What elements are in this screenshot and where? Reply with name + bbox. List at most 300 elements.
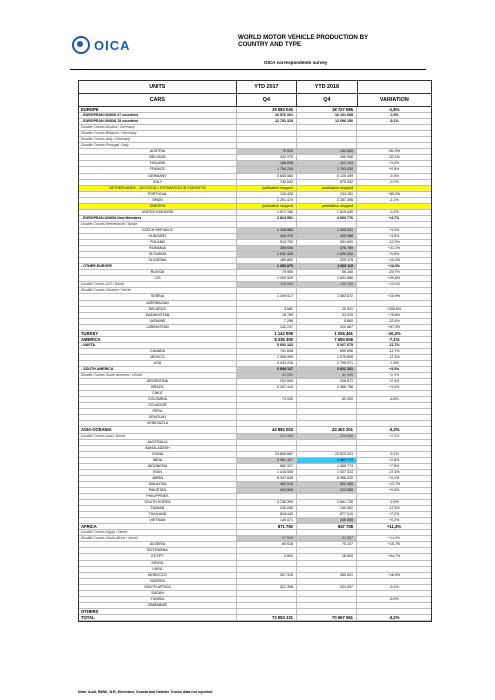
value-cell: 1 563 572	[297, 294, 357, 299]
variation-cell: -12,7%	[388, 348, 400, 353]
value-cell: 265 958	[297, 155, 357, 160]
variation-cell: -1,8%	[388, 107, 400, 112]
value-cell: publication stopped	[237, 204, 297, 209]
value-cell: 72 083 131	[237, 615, 297, 620]
row-label: UKRAINE	[79, 319, 237, 324]
value-cell: 655 896	[297, 349, 357, 354]
value-cell	[237, 143, 297, 148]
globe-icon	[72, 36, 90, 54]
value-cell: 5 660	[297, 319, 357, 324]
value-cell: 221 000	[237, 434, 297, 439]
variation-cell: +18,9%	[387, 572, 401, 577]
variation-cell: +11,3%	[386, 524, 402, 530]
row-label: CIS	[79, 276, 237, 281]
value-cell	[237, 579, 297, 584]
row-label: Double Counts Netherlands / Brazil	[79, 222, 237, 227]
value-cell: 33 015	[297, 313, 357, 318]
variation-cell	[357, 222, 431, 227]
variation-cell: +57,3%	[387, 324, 401, 329]
value-cell	[237, 561, 297, 566]
row-label: RUSSIA	[79, 270, 237, 275]
value-cell	[297, 125, 357, 130]
value-cell	[237, 530, 297, 535]
value-cell	[237, 548, 297, 553]
variation-cell: -17,5%	[388, 506, 400, 511]
value-cell: 8 358 220	[297, 476, 357, 481]
row-label: PAKISTAN	[79, 488, 237, 493]
value-cell	[297, 137, 357, 142]
value-cell	[297, 530, 357, 535]
title-line-2: COUNTRY AND TYPE	[238, 41, 302, 49]
row-label: - SOUTH AMERICA	[79, 367, 237, 372]
row-label: IRAN	[79, 470, 237, 475]
variation-cell: -11,7%	[388, 342, 400, 347]
page-subtitle: OICA correspondents survey	[264, 60, 328, 65]
header-cell	[358, 81, 431, 93]
row-label: SOUTH KOREA	[79, 500, 237, 505]
value-cell	[297, 222, 357, 227]
value-cell: 3 824 951	[237, 216, 297, 221]
value-cell: 5 645 584	[237, 174, 297, 179]
value-cell: 7 296	[237, 319, 297, 324]
row-label: ITALY	[79, 180, 237, 185]
value-cell	[237, 131, 297, 136]
value-cell: 44 892 003	[237, 427, 297, 432]
value-cell: 2 545 137	[237, 367, 297, 372]
value-cell	[237, 567, 297, 572]
variation-cell: +0,5%	[388, 167, 400, 172]
row-label: EUROPE	[79, 107, 237, 112]
variation-cell	[357, 204, 431, 209]
row-label: SPAIN	[79, 198, 237, 203]
row-label: ZIMBABWE	[79, 603, 237, 608]
footnote: Note: Audi, BMW, JLR, Mercedes, Scania and Daimler Trucks data not reported	[78, 690, 213, 694]
value-cell	[297, 591, 357, 596]
value-cell: 1 671 166	[237, 210, 297, 215]
value-cell: 321 358	[237, 585, 297, 590]
variation-cell	[357, 440, 431, 445]
value-cell: 42 000	[297, 373, 357, 378]
variation-cell	[357, 567, 431, 572]
table-body	[79, 107, 431, 621]
value-cell: 419 475	[237, 234, 297, 239]
value-cell: 31 007	[297, 536, 357, 541]
value-cell: 5 027 675	[297, 343, 357, 348]
row-label: OTHERS	[79, 609, 237, 614]
variation-cell	[357, 421, 431, 426]
variation-cell: +2,6%	[388, 457, 400, 462]
row-label: CHILE	[79, 391, 237, 396]
value-cell: 8 236 300	[237, 337, 297, 342]
row-label: KAZAKHSTAN	[79, 313, 237, 318]
value-cell: 189 852	[237, 258, 297, 263]
row-label: - OTHER EUROPE	[79, 264, 237, 269]
value-cell: 1 609 119	[297, 264, 357, 269]
row-label: MALAYSIA	[79, 482, 237, 487]
value-cell	[237, 301, 297, 306]
variation-cell	[357, 603, 431, 608]
value-cell: 1 754 200	[237, 167, 297, 172]
value-cell	[297, 415, 357, 420]
variation-cell: -9,7%	[389, 179, 399, 184]
value-cell: 1 575 808	[297, 355, 357, 360]
row-label: AFRICA	[79, 524, 237, 529]
value-cell: 12 096 150	[297, 119, 357, 124]
value-cell: 522 400	[297, 482, 357, 487]
value-cell: 139 200	[297, 282, 357, 287]
value-cell: 18 737 586	[297, 107, 357, 112]
row-label: EGYPT	[79, 554, 237, 559]
value-cell	[237, 597, 297, 602]
value-cell: 27 000	[237, 536, 297, 541]
value-cell: 430 988	[297, 234, 357, 239]
value-cell: 146 005	[297, 518, 357, 523]
row-label: FINLAND	[79, 161, 237, 166]
value-cell	[297, 288, 357, 293]
row-label: Double Counts CIS / World	[79, 282, 237, 287]
value-cell: 1 418 550	[237, 470, 297, 475]
variation-cell	[357, 301, 431, 306]
value-cell	[297, 567, 357, 572]
row-label: HUNGARY	[79, 234, 237, 239]
value-cell: 3 661 730	[297, 500, 357, 505]
value-cell	[297, 579, 357, 584]
value-cell	[297, 597, 357, 602]
value-cell: 476 769	[297, 246, 357, 251]
row-label: MOROCCO	[79, 573, 237, 578]
variation-cell: +19,6%	[387, 282, 401, 287]
variation-cell: +3,0%	[388, 367, 400, 372]
row-label: BELGIUM	[79, 155, 237, 160]
variation-cell	[357, 548, 431, 553]
variation-cell: -3,3%	[388, 427, 400, 433]
variation-cell: +20,8%	[387, 276, 401, 281]
logo-text: OICA	[94, 37, 131, 53]
value-cell	[237, 125, 297, 130]
value-cell: 877 015	[297, 512, 357, 517]
row-label: Double Counts Egypt / World	[79, 530, 237, 535]
value-cell: 69 000	[297, 397, 357, 402]
value-cell: 18 500	[297, 554, 357, 559]
header-divider	[70, 69, 426, 70]
value-cell	[297, 494, 357, 499]
value-cell	[297, 421, 357, 426]
row-label: BELARUS	[79, 307, 237, 312]
value-cell: 332 979	[237, 155, 297, 160]
value-cell: 1 908 999	[237, 355, 297, 360]
row-label: NETHERLANDS - 2017/2018 = ESTIMATION IN 3 MONTHS	[79, 186, 237, 191]
row-label: - NAFTA	[79, 343, 237, 348]
row-label: VIETNAM	[79, 518, 237, 523]
variation-cell	[357, 446, 431, 451]
variation-cell: +7,2%	[388, 512, 400, 517]
value-cell: 818 440	[237, 512, 297, 517]
variation-cell: +13,7%	[387, 481, 401, 486]
variation-cell: -17,4%	[388, 354, 400, 359]
value-cell: 209 378	[297, 258, 357, 263]
variation-cell	[357, 186, 431, 191]
value-cell	[237, 440, 297, 445]
table-header-row-1	[79, 81, 431, 94]
value-cell: 16 576 261	[237, 113, 297, 118]
value-cell: 2 291 474	[237, 198, 297, 203]
value-cell	[297, 548, 357, 553]
header-cell: YTD 2018	[297, 81, 357, 93]
variation-cell: +15,7%	[387, 542, 401, 547]
value-cell: 79 950	[237, 270, 297, 275]
row-label: Double Counts Asia / World	[79, 434, 237, 439]
value-cell: 126 426	[237, 192, 297, 197]
value-cell: 234 151	[297, 192, 357, 197]
variation-cell: -9,1%	[389, 209, 399, 214]
row-label: KENYA	[79, 561, 237, 566]
value-cell: 742 642	[237, 180, 297, 185]
value-cell: 56 340	[297, 270, 357, 275]
header-cell: Q4	[297, 94, 357, 106]
variation-cell: -20,1%	[388, 155, 400, 160]
variation-cell	[357, 415, 431, 420]
row-label: ARGENTINA	[79, 379, 237, 384]
variation-cell: +2,4%	[388, 379, 400, 384]
variation-cell	[357, 288, 431, 293]
variation-cell: +9,3%	[388, 487, 400, 492]
value-cell: 670 932	[297, 180, 357, 185]
value-cell	[237, 494, 297, 499]
value-cell: 203 694	[237, 379, 297, 384]
value-cell: 947 708	[297, 524, 357, 529]
value-cell: 3 033 216	[237, 361, 297, 366]
value-cell	[297, 391, 357, 396]
variation-cell	[357, 131, 431, 136]
variation-cell: -5,1%	[389, 451, 399, 456]
row-label: VENEZUELA	[79, 421, 237, 426]
row-label: ROMANIA	[79, 246, 237, 251]
variation-cell: +94,7%	[387, 554, 401, 559]
row-label: COLOMBIA	[79, 397, 237, 402]
row-label: AMERICA	[79, 337, 237, 342]
variation-cell: +0,0%	[388, 373, 400, 378]
value-cell: 144 500	[297, 149, 357, 154]
variation-cell: -5,1%	[389, 119, 399, 124]
variation-cell: +5,6%	[388, 252, 400, 257]
value-cell	[297, 446, 357, 451]
value-cell: 23 529 423	[297, 452, 357, 457]
oica-logo	[72, 36, 131, 54]
variation-cell: -3,2%	[388, 614, 400, 620]
value-cell	[297, 603, 357, 608]
row-label: TUNISIA	[79, 597, 237, 602]
value-cell: 3 981 327	[237, 458, 297, 463]
value-cell: 2 386 758	[297, 385, 357, 390]
row-label: SUDAN	[79, 591, 237, 596]
value-cell: 1 345 041	[297, 228, 357, 233]
variation-cell	[357, 409, 431, 414]
value-cell: 4 064 774	[297, 458, 357, 463]
value-cell: 2 795 971	[297, 361, 357, 366]
variation-cell: +0,3%	[388, 518, 400, 523]
row-label: USA	[79, 361, 237, 366]
row-label: FRANCE	[79, 167, 237, 172]
header-cell: CARS	[79, 94, 237, 106]
variation-cell: +7,5%	[388, 463, 400, 468]
value-cell: 220 667	[297, 325, 357, 330]
row-label: TOTAL	[79, 615, 237, 620]
variation-cell	[357, 391, 431, 396]
variation-cell: -12,3%	[388, 240, 400, 245]
header-cell: Q4	[237, 94, 297, 106]
value-cell: 204 509	[237, 488, 297, 493]
value-cell: 4 003 776	[297, 216, 357, 221]
variation-cell: -6,8%	[389, 397, 399, 402]
value-cell: publication stopped	[237, 186, 297, 191]
value-cell: 5 691 163	[237, 343, 297, 348]
variation-cell: -2,9%	[389, 113, 399, 118]
value-cell: 359 654	[237, 246, 297, 251]
variation-cell: +3,4%	[388, 385, 400, 390]
variation-cell	[357, 403, 431, 408]
row-label: LIBYA	[79, 567, 237, 572]
value-cell: 108 836	[237, 161, 297, 166]
row-label: CHINA	[79, 452, 237, 457]
row-label: GERMANY	[79, 174, 237, 179]
variation-cell: +82,9%	[387, 149, 401, 154]
row-label: THAILAND	[79, 512, 237, 517]
value-cell: 3 580	[237, 307, 297, 312]
value-cell	[237, 591, 297, 596]
table-header-row-2	[79, 94, 431, 107]
row-label: AUSTRALIA	[79, 440, 237, 445]
value-cell	[237, 288, 297, 293]
variation-cell	[357, 561, 431, 566]
variation-cell: -0,1%	[389, 584, 399, 589]
value-cell: 462 010	[237, 482, 297, 487]
value-cell: 1 353 879	[237, 264, 297, 269]
value-cell: 8 347 836	[237, 476, 297, 481]
value-cell: 43 402 201	[297, 427, 357, 432]
value-cell: 1 305 883	[237, 228, 297, 233]
row-label: URUGUAY	[79, 415, 237, 420]
variation-cell: +10,3%	[387, 258, 401, 263]
page-title	[238, 34, 458, 49]
row-label: CZECH REPUBLIC	[79, 228, 237, 233]
row-label: SLOVAKIA	[79, 252, 237, 257]
row-label: BANGLADESH	[79, 446, 237, 451]
value-cell: 5 120 409	[297, 174, 357, 179]
value-cell: 982 327	[237, 464, 297, 469]
value-cell: 190 952	[297, 506, 357, 511]
value-cell: 3 735 399	[237, 500, 297, 505]
value-cell: 2 267 396	[297, 198, 357, 203]
value-cell	[237, 403, 297, 408]
variation-cell: -9,3%	[389, 173, 399, 178]
value-cell	[297, 403, 357, 408]
value-cell: 2 622 331	[297, 367, 357, 372]
value-cell: 145 571	[237, 518, 297, 523]
value-cell: 1 400 929	[237, 276, 297, 281]
variation-cell	[357, 125, 431, 130]
row-label: UNITED KINGDOM	[79, 210, 237, 215]
value-cell: 70 567 561	[297, 615, 357, 620]
variation-cell: -29,7%	[388, 270, 400, 275]
row-label: Double Counts Austria / Germany	[79, 125, 237, 130]
variation-cell	[357, 530, 431, 535]
value-cell	[237, 609, 297, 614]
row-label: - EUROPEAN UNION 27 countries	[79, 113, 237, 118]
variation-cell	[357, 494, 431, 499]
row-label: AUSTRIA	[79, 149, 237, 154]
row-label: ECUADOR	[79, 403, 237, 408]
value-cell: 9 500	[237, 554, 297, 559]
value-cell: 1 691 856	[297, 276, 357, 281]
header-cell: UNITS	[79, 81, 237, 93]
value-cell: 514 700	[237, 240, 297, 245]
value-cell: 365 601	[297, 573, 357, 578]
row-label: INDIA	[79, 458, 237, 463]
row-label: PHILIPPINES	[79, 494, 237, 499]
variation-cell	[357, 609, 431, 614]
variation-cell: +3,0%	[388, 227, 400, 232]
variation-cell: -7,8%	[389, 360, 399, 365]
row-label: TURKEY	[79, 331, 237, 336]
value-cell: 1 026 461	[297, 331, 357, 336]
variation-cell	[357, 579, 431, 584]
value-cell: 74 000	[237, 397, 297, 402]
row-label: Double Counts Portugal / Italy	[79, 143, 237, 148]
value-cell	[237, 421, 297, 426]
variation-cell: +3,0%	[388, 233, 400, 238]
value-cell: 70 107	[297, 542, 357, 547]
row-label: - EUROPEAN UNION New Members	[79, 216, 237, 221]
variation-cell: +15,9%	[387, 294, 401, 299]
value-cell: 1 027 313	[297, 470, 357, 475]
row-label: INDONESIA	[79, 464, 237, 469]
row-label: ALGERIA	[79, 542, 237, 547]
row-label: - EUROPEAN UNION 15 countries	[79, 119, 237, 124]
row-label: PORTUGAL	[79, 192, 237, 197]
value-cell: 751 648	[237, 349, 297, 354]
value-cell	[297, 561, 357, 566]
value-cell: 307 315	[237, 573, 297, 578]
value-cell: 223 585	[297, 488, 357, 493]
value-cell: 42 000	[237, 373, 297, 378]
value-cell: 119 000	[237, 282, 297, 287]
value-cell: 230 255	[237, 506, 297, 511]
value-cell	[237, 446, 297, 451]
row-label: Double Counts South America / World	[79, 373, 237, 378]
value-cell	[237, 137, 297, 142]
row-label: BOTSWANA	[79, 548, 237, 553]
value-cell	[297, 409, 357, 414]
variation-cell	[357, 591, 431, 596]
value-cell: 60 618	[237, 542, 297, 547]
variation-cell: -22,4%	[388, 318, 400, 323]
value-cell	[237, 415, 297, 420]
value-cell	[237, 603, 297, 608]
row-label: Double Counts Italy / Germany	[79, 137, 237, 142]
value-cell: 140 247	[237, 325, 297, 330]
variation-cell	[357, 143, 431, 148]
value-cell	[297, 131, 357, 136]
row-label: Double Counts Belgium / Germany	[79, 131, 237, 136]
value-cell: 451 600	[297, 240, 357, 245]
row-label: SLOVENIA	[79, 258, 237, 263]
variation-cell: +85,2%	[387, 191, 401, 196]
value-cell: 1 142 906	[237, 331, 297, 336]
row-label: JAPAN	[79, 476, 237, 481]
variation-cell: -2,0%	[389, 500, 399, 505]
value-cell: 1 763 000	[297, 167, 357, 172]
variation-cell: -1,1%	[389, 197, 399, 202]
